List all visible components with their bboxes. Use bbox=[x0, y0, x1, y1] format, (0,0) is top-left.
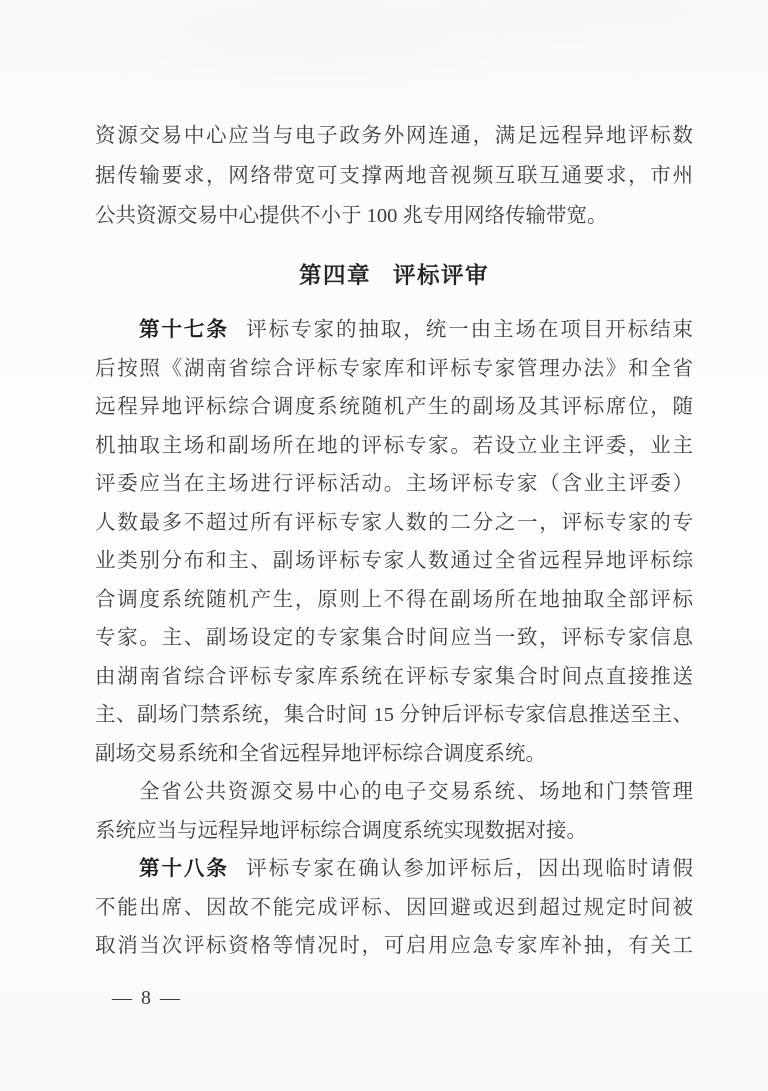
text-line: 机抽取主场和副场所在地的评标专家。若设立业主评委，业主 bbox=[95, 434, 693, 457]
article-17-number: 第十七条 bbox=[139, 318, 229, 341]
text-line: 评标专家在确认参加评标后，因出现临时请假 bbox=[246, 858, 694, 880]
chapter-title: 评标评审 bbox=[393, 263, 490, 288]
text-line: 人数最多不超过所有评标专家人数的二分之一，评标专家的专 bbox=[95, 511, 693, 534]
article-18-number: 第十八条 bbox=[139, 857, 229, 880]
text-line: 全省公共资源交易中心的电子交易系统、场地和门禁管理 bbox=[139, 781, 693, 803]
text-line: 主、副场门禁系统，集合时间 15 分钟后评标专家信息推送至主、 bbox=[95, 704, 693, 726]
text-line: 不能出席、因故不能完成评标、因回避或迟到超过规定时间被 bbox=[95, 896, 693, 919]
text-line: 业类别分布和主、副场评标专家人数通过全省远程异地评标综 bbox=[95, 550, 693, 572]
text-line: 合调度系统随机产生，原则上不得在副场所在地抽取全部评标 bbox=[95, 588, 693, 611]
page-number: — 8 — bbox=[112, 987, 182, 1009]
text-line: 副场交易系统和全省远程异地评标综合调度系统。 bbox=[95, 742, 546, 765]
chapter-number: 第四章 bbox=[298, 263, 371, 288]
paragraph-network-requirements bbox=[95, 116, 693, 236]
text-line: 评委应当在主场进行评标活动。主场评标专家（含业主评委） bbox=[95, 473, 693, 495]
chapter-body bbox=[95, 311, 693, 966]
text-line: 专家。主、副场设定的专家集合时间应当一致，评标专家信息 bbox=[95, 627, 693, 649]
text-line: 资源交易中心应当与电子政务外网连通，满足远程异地评标数 bbox=[95, 125, 693, 147]
text-line: 远程异地评标综合调度系统随机产生的副场及其评标席位，随 bbox=[95, 396, 693, 418]
text-line: 据传输要求，网络带宽可支撑两地音视频互联互通要求，市州 bbox=[95, 165, 693, 187]
chapter-heading bbox=[95, 256, 693, 296]
text-line: 由湖南省综合评标专家库系统在评标专家集合时间点直接推送 bbox=[95, 665, 693, 688]
text-line: 评标专家的抽取，统一由主场在项目开标结束 bbox=[246, 319, 694, 341]
article-18-lead-line bbox=[95, 850, 693, 889]
article-17-lead-line bbox=[95, 311, 693, 350]
text-line: 公共资源交易中心提供不小于 100 兆专用网络传输带宽。 bbox=[95, 205, 608, 227]
text-line: 后按照《湖南省综合评标专家库和评标专家管理办法》和全省 bbox=[95, 357, 693, 380]
text-line: 系统应当与远程异地评标综合调度系统实现数据对接。 bbox=[95, 819, 587, 842]
text-line: 取消当次评标资格等情况时，可启用应急专家库补抽，有关工 bbox=[95, 935, 693, 957]
